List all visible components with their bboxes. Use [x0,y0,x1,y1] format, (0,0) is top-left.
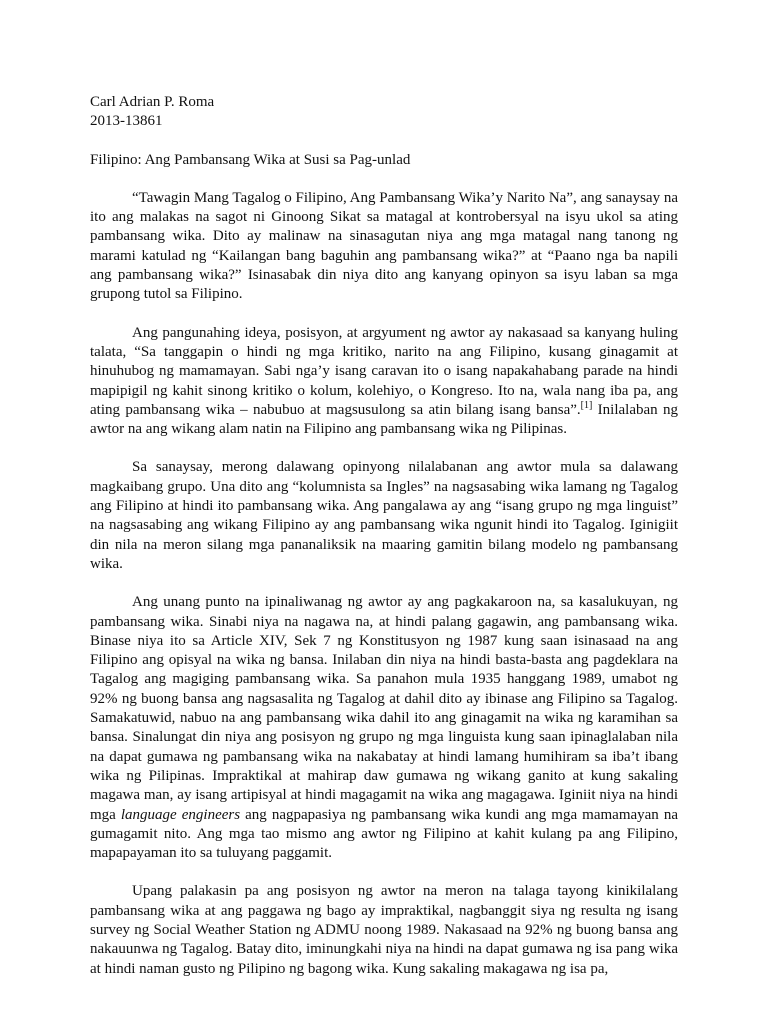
student-number: 2013-13861 [90,113,163,130]
author-block [90,93,678,132]
paragraph-4-tail: ang nagpapasiya ng pambansang wika kundi ang mga mamamayan na gumagamit nito. Ang mga tao mismo ang awtor ng Filipino at kahit kulang pa ang Filipino, mapapayaman ito sa tuluyang paggamit. [90,806,679,862]
author-name: Carl Adrian P. Roma [90,94,215,110]
paragraph-4-italic-term: language engineers [120,806,241,823]
paragraph-2-text: Ang pangunahing ideya, posisyon, at argyument ng awtor ay nakasaad sa kanyang huling talata, “Sa tanggapin o hindi ng mga kritiko, narito na ang Filipino, kusang ginagamit at hinuhubog ng mamamayan. Sabi nga’y isang caravan ito o isang napakahabang parade na hindi mapipigil ng kahit sinong kritiko o kolum, kolehiyo, o Kongreso. Ito na, wala nang iba pa, ang ating pambansang wika – nabubuo at magsusulong sa atin bilang isang bansa”. [90,324,678,418]
paragraph-2 [90,324,678,440]
essay-title: Filipino: Ang Pambansang Wika at Susi sa Pag-unlad [90,151,411,168]
paragraph-4-text: Ang unang punto na ipinaliwanag ng awtor ay ang pagkakaroon na, sa kasalukuyan, ng pambansang wika. Sinabi niya na nagawa na, at hindi palang gagawin, ang pambansang wika. Binase niya ito sa Article XIV, Sek 7 ng Konstitusyon ng 1987 kung saan isinasaad na ang Filipino ang opisyal na wika ng bansa. Inilaban din niya na hindi basta-basta ang pagdeklara na Tagalog ang magiging pambansang wika. Sa panahon mula 1935 hanggang 1989, umabot ng 92% ng buong bansa ang nagsasalita ng Tagalog at dahil dito ay ibinase ang Filipino sa Tagalog. Samakatuwid, nabuo na ang pambansang wika dahil ito ang ginagamit na wika ng karamihan sa bansa. Sinalungat din niya ang posisyon ng grupo ng mga linguista kung saan ipinaglalaban nila na dapat gumawa ng pambansang wika na nakabatay at hindi lamang humihiram sa iba’t ibang wika ng Pilipinas. Impraktikal at mahirap daw gumawa ng wikang ganito at kung sakaling magawa man, ay isang artipisyal at hindi magagamit na wika ang magagawa. Iginiit niya na hindi mga [90,594,678,823]
paragraph-1: “Tawagin Mang Tagalog o Filipino, Ang Pambansang Wika’y Narito Na”, ang sanaysay na ito ang malakas na sagot ni Ginoong Sikat sa matagal at kontrobersyal na isyu ukol sa ating pambansang wika. Dito ay malinaw na sinasagutan niya ang mga matagal nang tanong ng marami katulad ng “Kailangan bang baguhin ang pambansang wika?” at “Paano nga ba napili ang pambansang wika?” Isinasabak din niya dito ang kanyang opinyon sa isyu laban sa mga grupong tutol sa Filipino. [90,189,678,303]
paragraph-3: Sa sanaysay, merong dalawang opinyong nilalabanan ang awtor mula sa dalawang magkaibang grupo. Una dito ang “kolumnista sa Ingles” na nagsasabing wika lamang ng Tagalog ang Filipino at hindi ito pambansang wika. Ang pangalawa ay ang “isang grupo ng mga linguist” na nagsasabing ang wikang Filipino ay ang pambansang wika ngunit hindi ito Tagalog. Iginigiit din nila na meron silang mga pananaliksik na maaring gamitin bilang modelo ng pambansang wika. [90,459,678,572]
footnote-reference[interactable]: [1] [580,399,593,411]
paragraph-2-tail: Inilalaban ng awtor na ang wikang alam natin na Filipino ang pambansang wika ng Pilipinas. [90,401,678,438]
paragraph-4 [90,593,678,863]
paragraph-5: Upang palakasin pa ang posisyon ng awtor na meron na talaga tayong kinikilalang pambansang wika at ang paggawa ng bago ay impraktikal, nagbanggit siya ng resulta ng isang survey ng Social Weather Station ng ADMU noong 1989. Nakasaad na 92% ng buong bansa ang nakauunwa ng Tagalog. Batay dito, iminungkahi niya na hindi na dapat gumawa ng isa pang wika at hindi naman gusto ng Pilipino ng bagong wika. Kung sakaling makagawa ng isa pa, [90,883,678,977]
